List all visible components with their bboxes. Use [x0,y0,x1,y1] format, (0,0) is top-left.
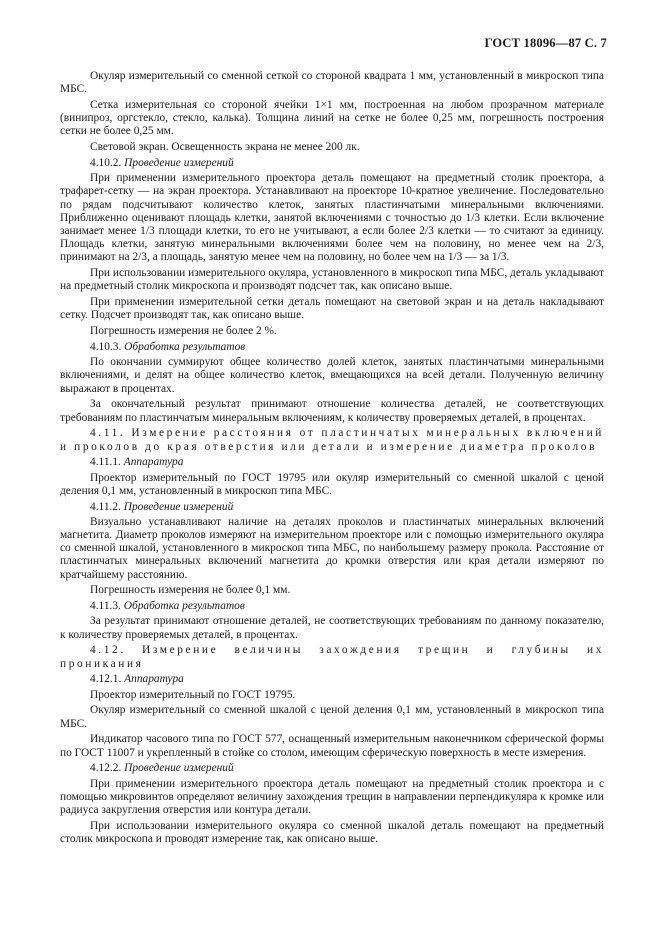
paragraph: Окуляр измерительный со сменной шкалой с ценой деления 0,1 мм, установленный в микроскоп типа МБС. [60,704,604,730]
subsection-title: Проведение измерений [123,500,234,513]
paragraph: При применении измерительного проектора деталь помещают на предметный столик проектора, а трафарет-сетку — на экран проектора. Устанавливают на проекторе 10-кратное увеличение. Последовательно по рядам подсчитывают количество клеток, занятых пластинчатыми минеральными включениями. Приближенно оценивают площадь клетки, занятой включениями с точностью до 1/3 клетки. Если включение занимает менее 1/3 площади клетки, то его не учитывают, а если более 2/3 клетки — то считают за единицу. Площадь клетки, занятую минеральными включениями более чем на половину, но менее чем на 2/3, принимают на 2/3, а площадь, занятую менее чем на половину, но более чем на 1/3 — за 1/3. [60,172,604,264]
paragraph: Проектор измерительный по ГОСТ 19795 или окуляр измерительный со сменной шкалой с ценой деления 0,1 мм, установленный в микроскоп типа МБС. [60,471,604,497]
section-heading: 4.12. Измерение величины захождения трещин и глубины их проникания [60,644,604,670]
paragraph: При применении измерительного проектора деталь помещают на предметный столик проектора и с помощью микровинтов определяют величину захождения трещин в направлении перпендикуляра к кромке или радиуса закругления отверстия или контура детали. [60,777,604,817]
paragraph: Погрешность измерения не более 0,1 мм. [90,584,291,597]
subsection-heading [60,341,604,354]
subsection-number: 4.10.3. [90,341,125,354]
subsection-heading [60,157,604,170]
paragraph: Погрешность измерения не более 2 %. [90,325,277,338]
paragraph: Сетка измерительная со стороной ячейки 1×1 мм, построенная на любом прозрачном материале (винипроз, оргстекло, стекло, калька). Толщина линий на сетке не более 0,25 мм, погрешность построения сетки не более 0,25 мм. [60,99,604,138]
subsection-title: Обработка результатов [123,600,245,613]
subsection-heading [60,456,604,469]
subsection-heading [60,501,604,514]
page-header: ГОСТ 18096—87 С. 7 [484,36,607,50]
paragraph: При применении измерительной сетки деталь помещают на световой экран и на деталь накладывают сетку. Подсчет производят так, как описано выше. [60,296,604,322]
paragraph: За окончательный результат принимают отношение количества деталей, не соответствующих требованиям по пластинчатым минеральным включениям, к количеству проверяемых деталей, в процентах. [60,398,604,424]
paragraph: По окончании суммируют общее количество долей клеток, занятых пластинчатыми минеральными включениями, и делят на общее количество клеток, вмещающихся на всей детали. Полученную величину выражают в процентах. [60,356,604,395]
paragraph: При использовании измерительного окуляра со сменной шкалой деталь помещают на предметный столик микроскопа и проводят измерение так, как описано выше. [60,819,604,846]
paragraph: За результат принимают отношение деталей, не соответствующих требованиям по данному показателю, к количеству проверяемых деталей, в процентах. [60,615,604,641]
subsection-title: Аппаратура [124,673,184,686]
document-body [60,70,604,849]
paragraph: Индикатор часового типа по ГОСТ 577, оснащенный измерительным наконечником сферической формы по ГОСТ 11007 и укрепленный в стойке со столом, имеющим сферическую поверхность в месте измерения. [60,733,604,759]
section-heading: 4.11. Измерение расстояния от пластинчатых минеральных включений и проколов до края отверстия или детали и измерение диаметра проколов [60,427,604,453]
subsection-title: Обработка результатов [124,341,246,354]
subsection-number: 4.12.1. [90,673,125,686]
subsection-number: 4.10.2. [90,157,125,169]
subsection-number: 4.11.2. [90,500,124,513]
paragraph: Окуляр измерительный со сменной сеткой со стороной квадрата 1 мм, установленный в микроскоп типа МБС. [60,70,604,96]
subsection-title: Аппаратура [123,456,184,469]
paragraph: Световой экран. Освещенность экрана не менее 200 лк. [90,141,360,154]
paragraph: Визуально устанавливают наличие на деталях проколов и пластинчатых минеральных включений магнетита. Диаметр проколов измеряют на измерительном проекторе или с помощью измерительного окуляра со сменной шкалой, установленного в микроскоп типа МБС, по наибольшему размеру прокола. Расстояние от пластинчатых минеральных включений магнетита до кромки отверстия или края детали измеряют по кратчайшему расстоянию. [60,515,604,581]
subsection-number: 4.11.1. [90,456,124,469]
subsection-heading [60,673,604,686]
subsection-title: Проведение измерений [124,157,234,169]
subsection-number: 4.11.3. [90,600,124,613]
paragraph: Проектор измерительный по ГОСТ 19795. [90,688,296,701]
paragraph: При использовании измерительного окуляра, установленного в микроскоп типа МБС, деталь укладывают на предметный столик микроскопа и производят подсчет так, как описано выше. [60,267,604,293]
subsection-title: Проведение измерений [124,762,234,775]
subsection-number: 4.12.2. [90,762,125,775]
subsection-heading [60,762,604,775]
subsection-heading [60,600,604,613]
